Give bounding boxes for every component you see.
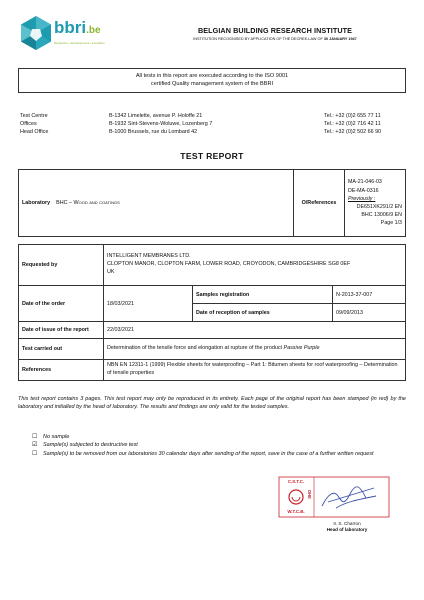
contact-tel: Tel.: +32 (0)2 655 77 11 — [324, 113, 381, 119]
checklist-text: No sample — [43, 434, 70, 440]
contact-address: B-1932 Sint-Stevens-Woluwe, Lozenberg 7 — [109, 121, 213, 127]
test-product: Passive Purple — [283, 345, 320, 352]
previously-label: Previously : — [348, 195, 376, 202]
org-subtitle-prefix: INSTITUTION RECOGNISED BY APPLICATION OF THE DECREE-LAW OF — [193, 37, 323, 41]
order-row — [19, 286, 406, 304]
org-subtitle — [140, 37, 410, 41]
logo-tagline: Recherche • développement • innovation — [54, 41, 105, 45]
contact-label: Head Office — [20, 129, 49, 135]
issue-row — [19, 322, 406, 339]
bbri-logo — [14, 10, 114, 56]
requested-by-value — [104, 245, 406, 286]
checklist-item — [32, 450, 402, 458]
laboratory-cell — [19, 170, 294, 237]
iso-notice-line1: All tests in this report are executed according to the ISO 9001 — [135, 73, 289, 79]
org-name: BELGIAN BUILDING RESEARCH INSTITUTE — [197, 26, 353, 35]
previous-ref-1: DE651XK291/2 EN — [356, 204, 402, 210]
requested-by-row — [19, 245, 406, 286]
test-description: Determination of the tensile force and elongation at rupture of the product — [107, 345, 284, 352]
order-date-value: 18/03/2021 — [104, 286, 193, 322]
details-table — [18, 244, 406, 381]
order-date-label: Date of the order — [19, 286, 104, 322]
laboratory-value: Wood and coatings — [73, 200, 120, 206]
test-label: Test carried out — [19, 339, 104, 360]
references-value: NBN EN 12311-1 (1999) Flexible sheets for waterproofing – Part 1: Bitumen sheets for roof waterproofing – Determination of tensile properties — [104, 360, 406, 381]
contact-row — [20, 120, 400, 128]
requester-country: UK — [107, 268, 115, 275]
reference-1: MA-21-046-03 — [348, 179, 382, 186]
iso-notice — [18, 68, 406, 93]
contact-address: B-1000 Brussels, rue du Lombard 42 — [109, 129, 198, 135]
requester-name: INTELLIGENT MEMBRANES LTD. — [107, 253, 191, 260]
stamp-emblem-icon — [289, 490, 303, 504]
page-number: Page 1/3 — [380, 220, 402, 227]
issue-date-value: 22/03/2021 — [104, 322, 406, 339]
checklist-text: Sample(s) to be removed from our laboratories 30 calendar days after sending of the report, save in the case of a further written request — [43, 450, 374, 457]
checkbox-checked-icon: ☑ — [32, 442, 38, 449]
requested-by-label: Requested by — [19, 245, 104, 286]
signer-block — [292, 521, 402, 534]
references-box — [345, 170, 406, 237]
logo-text: bbri — [54, 18, 87, 37]
checkbox-icon: ☐ — [32, 450, 38, 457]
report-title: TEST REPORT — [180, 151, 244, 161]
checkbox-icon: ☐ — [32, 434, 38, 440]
oreferences-label: O/References — [294, 170, 345, 237]
checklist-text: Sample(s) subjected to destructive test — [43, 442, 138, 449]
issue-date-label: Date of issue of the report — [19, 322, 104, 339]
stamp-side-text: DHE — [306, 490, 312, 499]
contact-list — [20, 112, 400, 136]
requester-address: CLOPTON MANOR, CLOPTON FARM, LOWER ROAD, CROYODON, CAMBRIDGESHIRE SG8 0EF — [107, 261, 351, 268]
checklist-item — [32, 433, 402, 441]
laboratory-table — [18, 169, 406, 237]
previous-ref-2: BHC 13006/9 EN — [361, 212, 402, 219]
contact-label: Offices — [20, 121, 37, 127]
contact-row — [20, 128, 400, 136]
references-row — [19, 360, 406, 381]
signer-title: Head of laboratory — [326, 527, 368, 533]
contact-address: B-1342 Limelette, avenue P. Holoffe 21 — [109, 113, 203, 119]
stamp-bottom-text: W.T.C.B. — [287, 509, 305, 514]
laboratory-value-prefix: BHC – — [56, 200, 74, 206]
signer-name: Ir. S. Charron — [333, 521, 361, 526]
contact-row — [20, 112, 400, 120]
laboratory-label: Laboratory — [22, 200, 51, 206]
signature-scribble — [322, 487, 376, 508]
reception-date-value: 09/09/2013 — [333, 304, 406, 322]
checklist-item — [32, 441, 402, 449]
references-label: References — [19, 360, 104, 381]
reference-2: DE-MA-0316 — [348, 187, 379, 194]
org-subtitle-date: 30 JANUARY 1947 — [323, 37, 357, 41]
test-value — [104, 339, 406, 360]
contact-label: Test Centre — [20, 113, 48, 119]
sample-checklist — [32, 433, 402, 458]
contact-tel: Tel.: +32 (0)2 716 42 11 — [324, 121, 381, 127]
stamp-top-text: C.S.T.C. — [287, 479, 305, 484]
samples-registration-label: Samples registration — [193, 286, 333, 304]
test-row — [19, 339, 406, 360]
logo-suffix: .be — [86, 25, 101, 36]
disclaimer: This test report contains 3 pages. This test report may only be reproduced in its entirety. Each page of the original report has been stamped (in red) by the laboratory and initialled by the head of laboratory. The results and findings are only valid for the tested samples. — [18, 396, 406, 411]
samples-registration-value: N-2013-37-007 — [333, 286, 406, 304]
laboratory-stamp — [278, 476, 390, 518]
contact-tel: Tel.: +32 (0)2 502 66 90 — [324, 129, 382, 135]
iso-notice-line2: certified Quality management system of the BBRI — [150, 81, 274, 88]
reception-date-label: Date of reception of samples — [193, 304, 333, 322]
